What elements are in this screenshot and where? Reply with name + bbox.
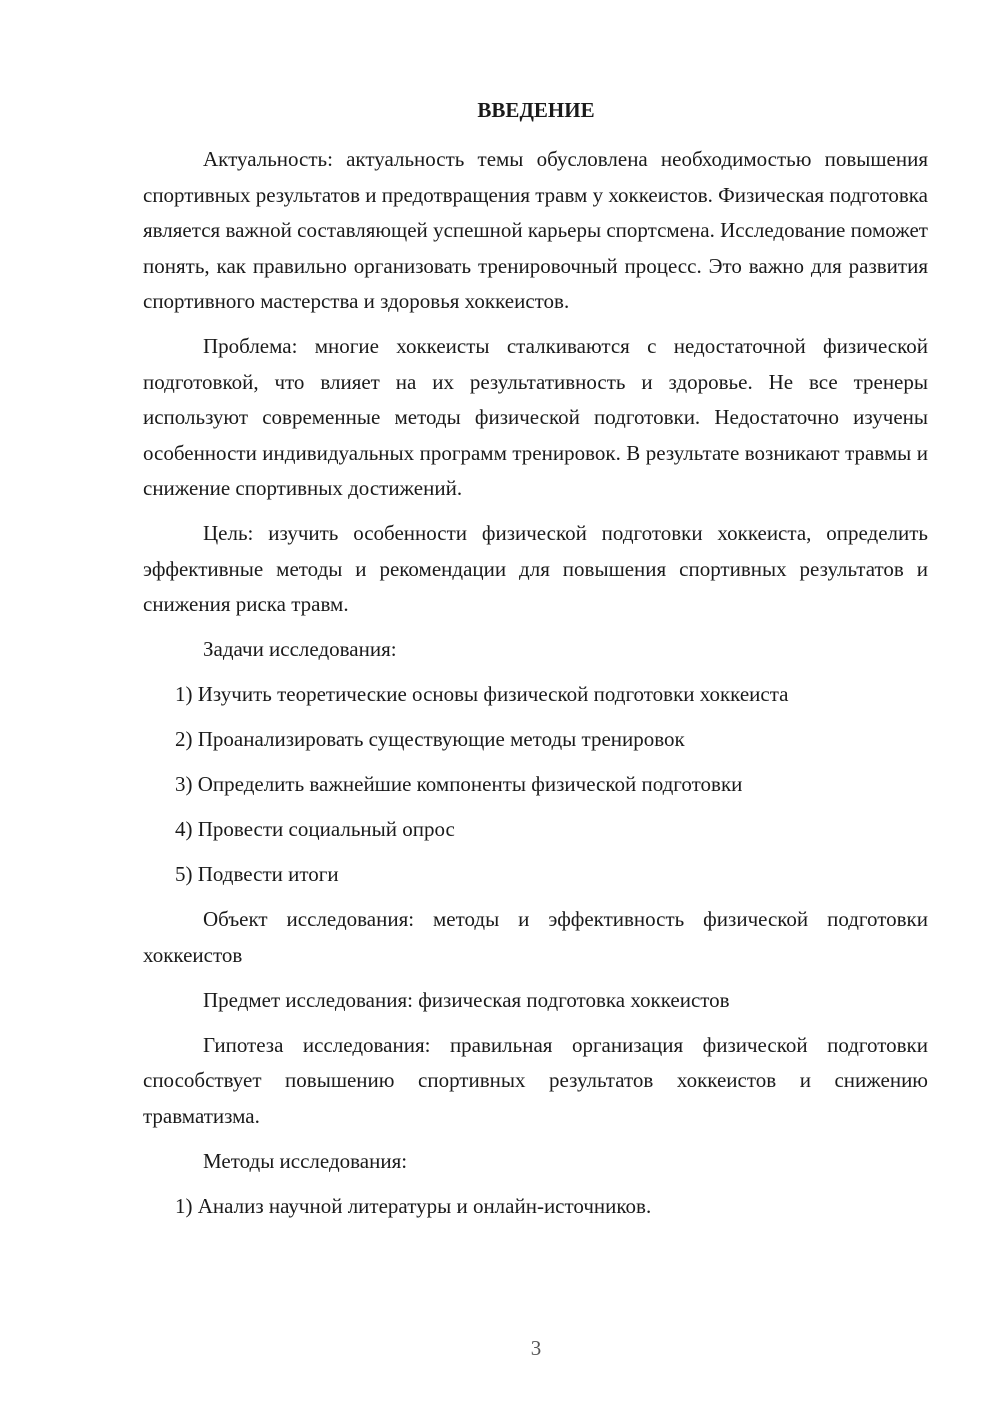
body-text bbox=[143, 142, 928, 1234]
task-item: 3) Определить важнейшие компоненты физической подготовки bbox=[175, 772, 743, 796]
method-item: 1) Анализ научной литературы и онлайн-источников. bbox=[175, 1193, 652, 1218]
task-item: 4) Провести социальный опрос bbox=[175, 817, 455, 841]
task-item: 1) Изучить теоретические основы физической подготовки хоккеиста bbox=[175, 682, 789, 706]
task-item: 2) Проанализировать существующие методы тренировок bbox=[175, 727, 685, 751]
goal-paragraph: Цель: изучить особенности физической подготовки хоккеиста, определить эффективные методы и рекомендации для повышения спортивных результатов и снижения риска травм. bbox=[143, 521, 928, 616]
task-item: 5) Подвести итоги bbox=[175, 862, 339, 886]
subject-paragraph: Предмет исследования: физическая подготовка хоккеистов bbox=[203, 987, 730, 1012]
tasks-heading: Задачи исследования: bbox=[203, 637, 397, 661]
page-title: ВВЕДЕНИЕ bbox=[477, 98, 595, 122]
methods-heading: Методы исследования: bbox=[203, 1148, 408, 1173]
object-paragraph: Объект исследования: методы и эффективность физической подготовки хоккеистов bbox=[143, 907, 928, 967]
relevance-paragraph: Актуальность: актуальность темы обусловлена необходимостью повышения спортивных результатов и предотвращения травм у хоккеистов. Физическая подготовка является важной составляющей успешной карьеры спортсмена. Исследование поможет понять, как правильно организовать тренировочный процесс. Это важно для развития спортивного мастерства и здоровья хоккеистов. bbox=[143, 147, 928, 313]
page-number: 3 bbox=[530, 1336, 542, 1360]
hypothesis-paragraph: Гипотеза исследования: правильная организация физической подготовки способствует повышению спортивных результатов хоккеистов и снижению травматизма. bbox=[143, 1032, 928, 1128]
problem-paragraph: Проблема: многие хоккеисты сталкиваются с недостаточной физической подготовкой, что влияет на их результативность и здоровье. Не все тренеры используют современные методы физической подготовки. Недостаточно изучены особенности индивидуальных программ тренировок. В результате возникают травмы и снижение спортивных достижений. bbox=[143, 334, 928, 500]
